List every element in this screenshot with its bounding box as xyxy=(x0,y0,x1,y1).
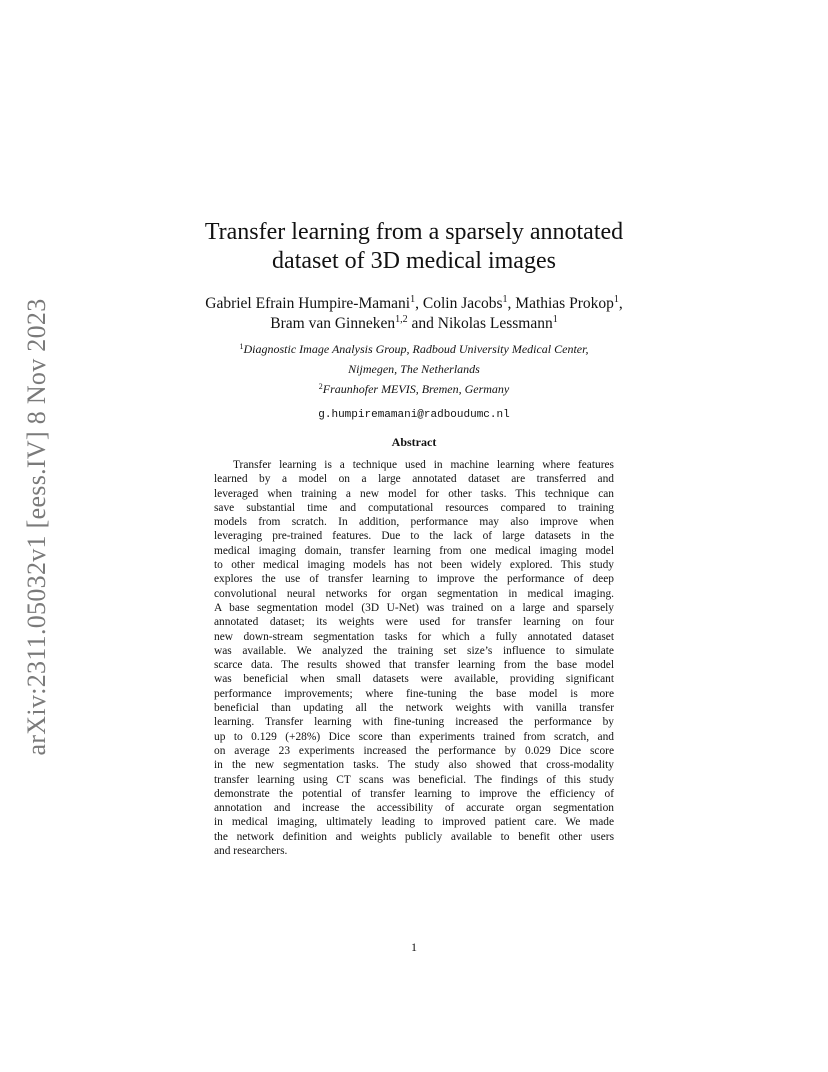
author-line-1 xyxy=(0,294,828,314)
abstract-line: to other medical imaging models has not been widely explored. This study xyxy=(214,559,614,572)
abstract-line: annotated dataset; its weights were used for transfer learning on four xyxy=(214,616,614,629)
author-affiliation-mark: 1 xyxy=(502,294,508,305)
author-affiliation-mark: 1 xyxy=(410,294,416,305)
abstract-line: models from scratch. In addition, performance may also improve when xyxy=(214,516,614,529)
abstract-line: was available. We analyzed the training set size’s influence to simulate xyxy=(214,644,614,657)
abstract-line: annotation and increase the accessibility of accurate organ segmentation xyxy=(214,802,614,815)
abstract-line: on average 23 experiments increased the performance by 0.029 Dice score xyxy=(214,744,614,757)
title-line-1: Transfer learning from a sparsely annotated xyxy=(204,219,624,245)
page-number: 1 xyxy=(411,940,417,954)
abstract-line: was beneficial when small datasets were available, providing significant xyxy=(214,673,614,686)
author-list xyxy=(0,294,828,334)
author-name: , Colin Jacobs xyxy=(415,295,503,312)
abstract-line: learned by a model on a large annotated dataset are transferred and xyxy=(214,473,614,486)
affiliation-1-line-2: Nijmegen, The Netherlands xyxy=(348,362,480,376)
author-name: Gabriel Efrain Humpire-Mamani xyxy=(205,295,411,312)
corresponding-email: g.humpiremamani@radboudumc.nl xyxy=(318,409,510,421)
abstract-line: scarce data. The results showed that transfer learning from the base model xyxy=(214,659,614,672)
abstract-line: medical imaging domain, transfer learning from one medical imaging model xyxy=(214,544,614,557)
abstract-line: the network definition and weights publicly available to benefit other users xyxy=(214,830,614,843)
author-name: , Mathias Prokop xyxy=(507,295,614,312)
affiliation-text: Diagnostic Image Analysis Group, Radboud University Medical Center, xyxy=(243,342,589,356)
author-name: and Nikolas Lessmann xyxy=(407,315,553,332)
abstract-line: up to 0.129 (+28%) Dice score than experiments trained from scratch, and xyxy=(214,730,614,743)
abstract-line: A base segmentation model (3D U-Net) was trained on a large and sparsely xyxy=(214,601,614,614)
abstract-line: demonstrate the potential of transfer learning to improve the efficiency of xyxy=(214,787,614,800)
abstract-line: convolutional neural networks for organ segmentation in medical imaging. xyxy=(214,587,614,600)
abstract-line: and researchers. xyxy=(214,845,288,858)
author-affiliation-mark: 1 xyxy=(613,294,619,305)
abstract-line: transfer learning using CT scans was beneficial. The findings of this study xyxy=(214,773,614,786)
author-name: Bram van Ginneken xyxy=(270,315,396,332)
paper-title xyxy=(0,218,828,276)
affiliation-mark: 2 xyxy=(318,382,323,391)
abstract-line: leveraged when training a new model for other tasks. This technique can xyxy=(214,487,614,500)
abstract-line: beneficial than updating all the network weights with vanilla transfer xyxy=(214,702,614,715)
abstract-line: new down-stream segmentation tasks for which a fully annotated dataset xyxy=(214,630,614,643)
abstract-line: leveraging pre-trained features. Due to the lack of large datasets in the xyxy=(214,530,614,543)
affiliation-2 xyxy=(0,382,828,397)
abstract-line: Transfer learning is a technique used in machine learning where features xyxy=(233,459,614,471)
abstract-line: explores the use of transfer learning to improve the performance of deep xyxy=(214,573,614,586)
abstract-line: in medical imaging, ultimately leading to improved patient care. We made xyxy=(214,816,614,829)
author-affiliation-mark: 1,2 xyxy=(395,314,408,325)
abstract-line: performance improvements; where fine-tuning the base model is more xyxy=(214,687,614,700)
author-affiliation-mark: 1 xyxy=(552,314,558,325)
affiliation-1-line-1 xyxy=(0,342,828,357)
abstract-line: in the new segmentation tasks. The study also showed that cross-modality xyxy=(214,759,614,772)
abstract-line: save substantial time and computational resources compared to training xyxy=(214,501,614,514)
arxiv-identifier-stamp: arXiv:2311.05032v1 [eess.IV] 8 Nov 2023 xyxy=(22,298,51,756)
affiliation-mark: 1 xyxy=(239,342,244,351)
affiliation-text: Fraunhofer MEVIS, Bremen, Germany xyxy=(322,382,510,396)
title-line-2: dataset of 3D medical images xyxy=(272,248,556,274)
author-separator: , xyxy=(618,295,623,312)
author-line-2 xyxy=(0,314,828,334)
abstract-heading: Abstract xyxy=(391,435,437,449)
abstract-body xyxy=(214,458,614,858)
abstract-line: learning. Transfer learning with fine-tuning increased the performance by xyxy=(214,716,614,729)
